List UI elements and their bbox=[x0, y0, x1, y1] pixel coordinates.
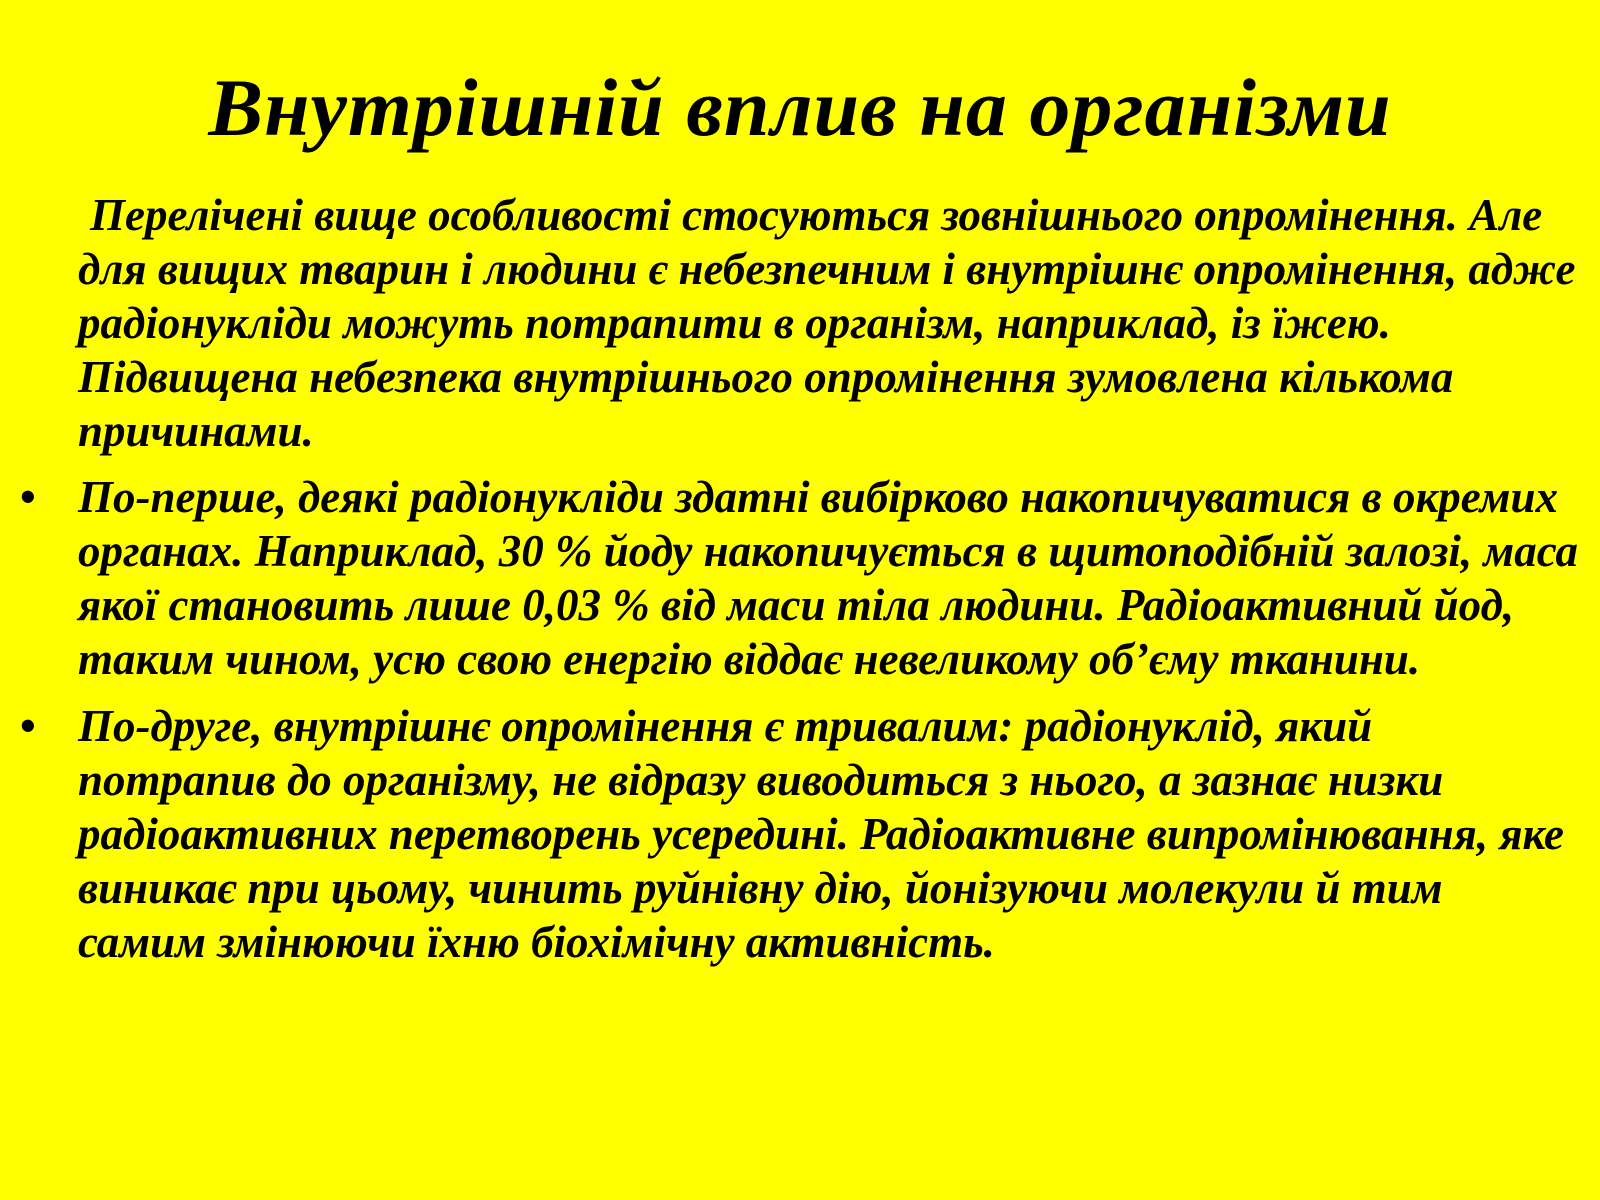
bullet-text: По-друге, внутрішнє опромінення є тривалим: радіонуклід, який потрапив до організму, не відразу виводиться з нього, а зазнає низки радіоактивних перетворень усередині. Радіоактивне випромінювання, яке виникає при цьому, чинить руйнівну дію, йонізуючи молекули й тим самим змінюючи їхню біохімічну активність. bbox=[78, 701, 1564, 967]
bullet-marker: • bbox=[20, 471, 36, 522]
slide-body bbox=[0, 188, 1600, 982]
intro-paragraph: Перелічені вище особливості стосуються зовнішнього опромінення. Але для вищих тварин і людини є небезпечним і внутрішнє опромінення, адже радіонукліди можуть потрапити в організм, наприклад, із їжею. Підвищена небезпека внутрішнього опромінення зумовлена кількома причинами. bbox=[78, 190, 1576, 456]
bullet-list bbox=[0, 470, 1600, 969]
list-item bbox=[0, 699, 1600, 969]
bullet-text: По-перше, деякі радіонукліди здатні вибірково накопичуватися в окремих органах. Наприклад, 30 % йоду накопичується в щитоподібній залозі, маса якої становить лише 0,03 % від маси тіла людини. Радіоактивний йод, таким чином, усю свою енергію віддає невеликому об’єму тканини. bbox=[78, 472, 1579, 684]
bullet-marker: • bbox=[20, 700, 36, 751]
list-item bbox=[0, 470, 1600, 686]
slide-title: Внутрішній вплив на організми bbox=[208, 62, 1392, 153]
